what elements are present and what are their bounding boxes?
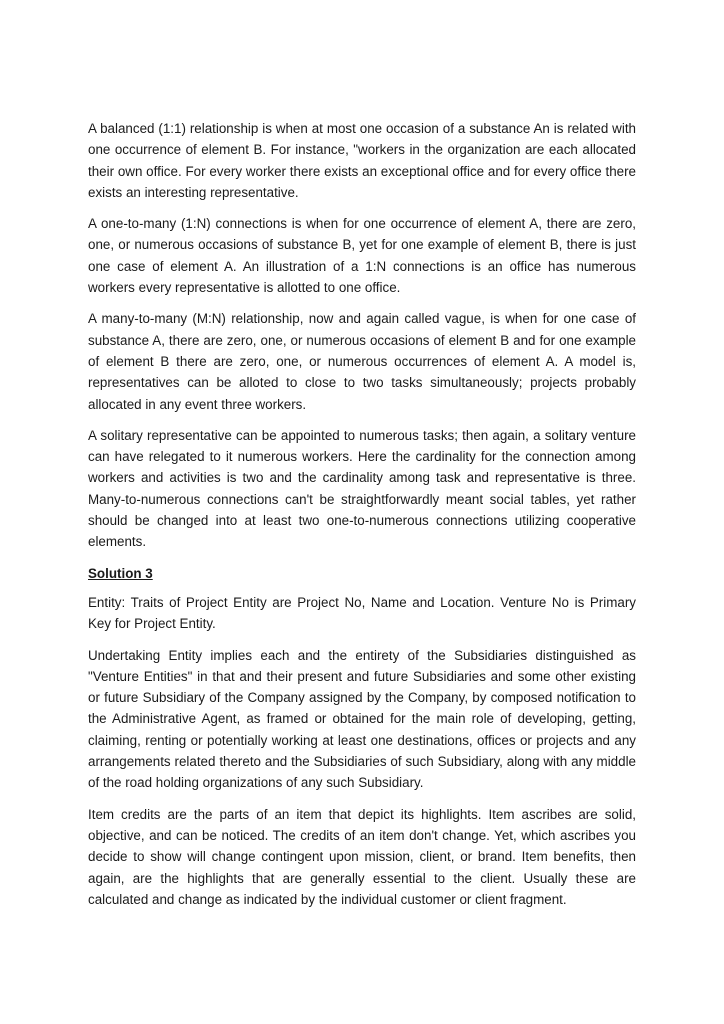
section-heading-solution-3: Solution 3: [88, 565, 153, 581]
paragraph-one-to-one: A balanced (1:1) relationship is when at most one occasion of a substance An is related with one occurrence of element B. For instance, "workers in the organization are each allocated their own office. For every worker there exists an exceptional office and for every office there exists an interesting representative.: [88, 121, 636, 200]
paragraph-one-to-many: A one-to-many (1:N) connections is when for one occurrence of element A, there are zero, one, or numerous occasions of substance B, yet for one example of element B, there is just one case of element A. An illustration of a 1:N connections is an office has numerous workers every representative is allotted to one office.: [88, 216, 636, 296]
paragraph-many-to-many: A many-to-many (M:N) relationship, now and again called vague, is when for one case of substance A, there are zero, one, or numerous occasions of element B and for one example of element B there are zero, one, or numerous occurrences of element A. A model is, representatives can be alloted to close to two tasks simultaneously; projects probably allocated in any event three workers.: [88, 311, 636, 412]
document-body: [88, 118, 636, 920]
paragraph-undertaking-entity: Undertaking Entity implies each and the entirety of the Subsidiaries distinguished as "Venture Entities" in that and their present and future Subsidiaries and some other existing or future Subsidiary of the Company assigned by the Company, by composed notification to the Administrative Agent, as framed or obtained for the main role of developing, getting, claiming, renting or potentially working at least one destinations, offices or projects and any arrangements related thereto and the Subsidiaries of such Subsidiary, along with any middle of the road holding organizations of any such Subsidiary.: [88, 647, 636, 791]
paragraph-entity-traits: Entity: Traits of Project Entity are Project No, Name and Location. Venture No is Primary Key for Project Entity.: [88, 594, 636, 632]
paragraph-solitary-representative: A solitary representative can be appointed to numerous tasks; then again, a solitary venture can have relegated to it numerous workers. Here the cardinality for the connection among workers and activities is two and the cardinality among task and representative is three. Many-to-numerous connections can't be straightforwardly meant social tables, yet rather should be changed into at least two one-to-numerous connections utilizing cooperative elements.: [88, 427, 636, 550]
paragraph-item-credits: Item credits are the parts of an item that depict its highlights. Item ascribes are solid, objective, and can be noticed. The credits of an item don't change. Yet, which ascribes you decide to show will change contingent upon mission, client, or brand. Item benefits, then again, are the highlights that are generally essential to the client. Usually these are calculated and change as indicated by the individual customer or client fragment.: [88, 806, 636, 907]
